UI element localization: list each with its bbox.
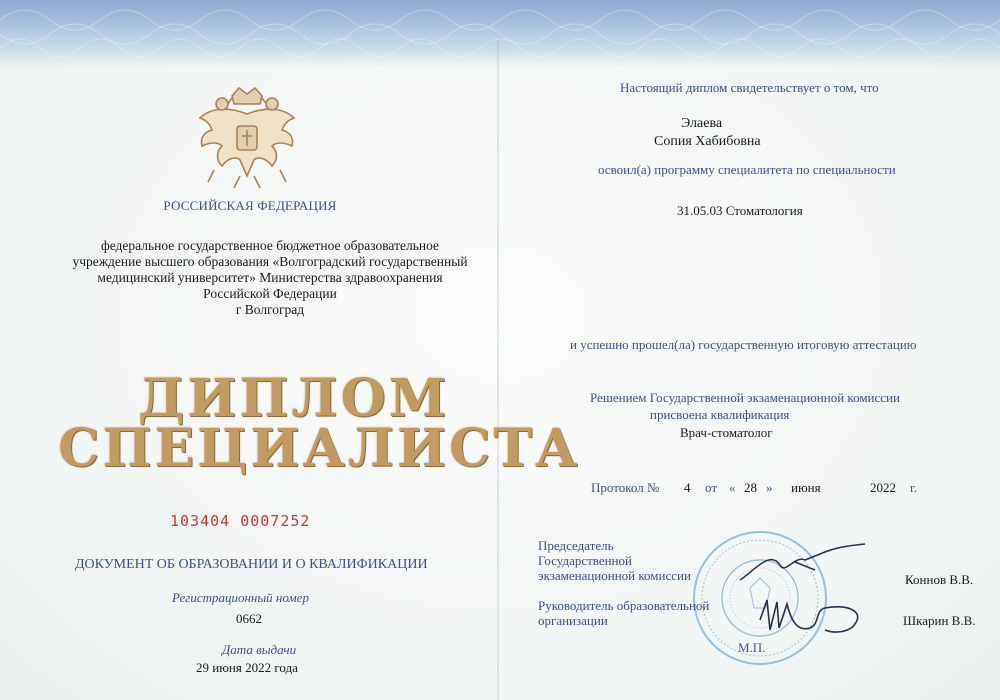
org-line-2: учреждение высшего образования «Волгоградский государственный xyxy=(72,254,468,269)
serial-number: 103404 0007252 xyxy=(170,512,311,530)
protocol-from-label: от xyxy=(705,480,718,495)
protocol-day: 28 xyxy=(744,480,757,495)
specialty: 31.05.03 Стоматология xyxy=(677,203,803,218)
attestation-text: и успешно прошел(ла) государственную итоговую аттестацию xyxy=(570,337,917,352)
chair-signature-icon xyxy=(735,540,875,590)
head-label xyxy=(538,598,709,628)
org-line-3: медицинский университет» Министерства здравоохранения xyxy=(97,270,443,285)
org-line-5: г Волгоград xyxy=(235,302,305,317)
seal-place-mark: М.П. xyxy=(738,640,766,655)
protocol-year-suffix: г. xyxy=(910,480,918,495)
protocol-year: 2022 xyxy=(870,480,896,495)
diploma-title-line-2: СПЕЦИАЛИСТА xyxy=(58,418,581,479)
registration-label: Регистрационный номер xyxy=(172,590,309,605)
org-line-1: федеральное государственное бюджетное образовательное xyxy=(100,238,439,253)
protocol-month: июня xyxy=(791,480,821,495)
document-type: ДОКУМЕНТ ОБ ОБРАЗОВАНИИ И О КВАЛИФИКАЦИИ xyxy=(75,557,428,572)
protocol-label: Протокол № xyxy=(591,480,660,495)
head-label-line-1: Руководитель образовательной xyxy=(538,598,710,613)
chair-label-line-1: Председатель xyxy=(538,538,614,553)
registration-number: 0662 xyxy=(236,611,262,626)
country-name: РОССИЙСКАЯ ФЕДЕРАЦИЯ xyxy=(163,198,337,213)
decision-line-1: Решением Государственной экзаменационной комиссии xyxy=(590,390,900,405)
guilloche-pattern xyxy=(0,0,1000,68)
head-label-line-2: организации xyxy=(538,613,608,628)
page-fold xyxy=(497,40,499,700)
decorative-top-band xyxy=(0,0,1000,68)
protocol-quote-open: « xyxy=(729,480,736,495)
organization-name xyxy=(40,238,500,318)
issue-date-label: Дата выдачи xyxy=(222,642,297,657)
intro-text: Настоящий диплом свидетельствует о том, что xyxy=(620,80,879,95)
chair-label-line-2: Государственной xyxy=(538,553,633,568)
org-line-4: Российской Федерации xyxy=(203,286,337,301)
head-signature-icon xyxy=(755,590,875,640)
coat-of-arms-icon xyxy=(192,84,302,194)
issue-date: 29 июня 2022 года xyxy=(196,660,298,675)
diploma-title-line-1: ДИПЛОМ xyxy=(138,368,450,429)
decision-line-2: присвоена квалификация xyxy=(650,407,790,422)
protocol-quote-close: » xyxy=(766,480,773,495)
protocol-number: 4 xyxy=(684,480,691,495)
chair-name: Коннов В.В. xyxy=(905,572,974,587)
student-given-names: Сопия Хабибовна xyxy=(654,134,761,149)
chair-label-line-3: экзаменационной комиссии xyxy=(538,568,691,583)
chair-label xyxy=(538,538,691,583)
program-text: освоил(а) программу специалитета по специальности xyxy=(598,162,896,177)
student-surname: Элаева xyxy=(681,116,723,131)
qualification: Врач-стоматолог xyxy=(680,425,773,440)
head-name: Шкарин В.В. xyxy=(903,613,976,628)
